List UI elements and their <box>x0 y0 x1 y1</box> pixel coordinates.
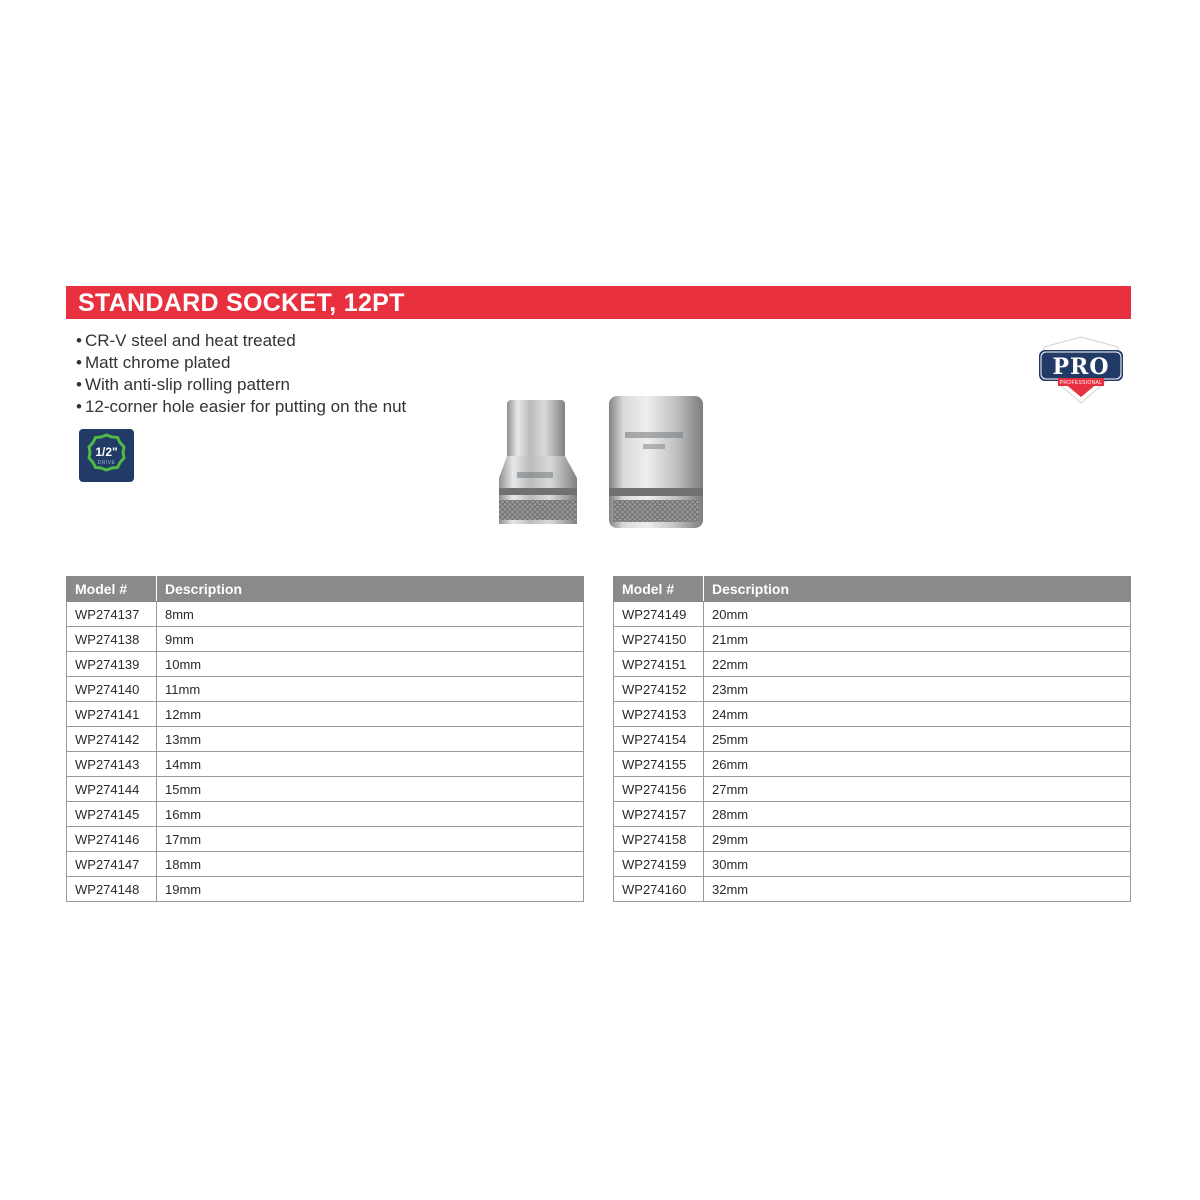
column-header-description: Description <box>704 577 1131 602</box>
description-cell: 20mm <box>704 602 1131 627</box>
table-row <box>67 827 584 852</box>
model-cell: WP274159 <box>614 852 704 877</box>
model-cell: WP274149 <box>614 602 704 627</box>
model-cell: WP274146 <box>67 827 157 852</box>
table-row <box>614 827 1131 852</box>
description-cell: 14mm <box>157 752 584 777</box>
description-cell: 30mm <box>704 852 1131 877</box>
description-cell: 12mm <box>157 702 584 727</box>
model-cell: WP274152 <box>614 677 704 702</box>
pro-logo-text: PRO <box>1052 354 1110 380</box>
description-cell: 16mm <box>157 802 584 827</box>
table-row <box>67 602 584 627</box>
table-row <box>614 877 1131 902</box>
table-row <box>67 752 584 777</box>
drive-size-badge <box>79 429 134 482</box>
table-row <box>67 852 584 877</box>
title-banner <box>66 286 1131 319</box>
description-cell: 32mm <box>704 877 1131 902</box>
description-cell: 28mm <box>704 802 1131 827</box>
column-header-model: Model # <box>614 577 704 602</box>
description-cell: 21mm <box>704 627 1131 652</box>
table-row <box>614 627 1131 652</box>
model-cell: WP274157 <box>614 802 704 827</box>
model-cell: WP274151 <box>614 652 704 677</box>
drive-word-label: DRIVE <box>97 460 116 466</box>
table-row <box>67 702 584 727</box>
spec-table-right <box>613 576 1131 902</box>
model-cell: WP274148 <box>67 877 157 902</box>
description-cell: 17mm <box>157 827 584 852</box>
table-row <box>614 802 1131 827</box>
description-cell: 10mm <box>157 652 584 677</box>
socket-product-image <box>495 392 710 532</box>
model-cell: WP274144 <box>67 777 157 802</box>
model-cell: WP274155 <box>614 752 704 777</box>
model-cell: WP274141 <box>67 702 157 727</box>
column-header-model: Model # <box>67 577 157 602</box>
description-cell: 27mm <box>704 777 1131 802</box>
small-socket <box>499 400 577 524</box>
feature-item: • CR-V steel and heat treated <box>76 330 406 352</box>
table-row <box>614 702 1131 727</box>
description-cell: 9mm <box>157 627 584 652</box>
model-cell: WP274145 <box>67 802 157 827</box>
model-cell: WP274160 <box>614 877 704 902</box>
table-row <box>67 727 584 752</box>
model-cell: WP274147 <box>67 852 157 877</box>
model-cell: WP274140 <box>67 677 157 702</box>
description-cell: 24mm <box>704 702 1131 727</box>
table-row <box>614 602 1131 627</box>
feature-item: • 12-corner hole easier for putting on the nut <box>76 396 406 418</box>
description-cell: 26mm <box>704 752 1131 777</box>
description-cell: 11mm <box>157 677 584 702</box>
description-cell: 15mm <box>157 777 584 802</box>
table-row <box>67 802 584 827</box>
description-cell: 25mm <box>704 727 1131 752</box>
pro-logo <box>1036 335 1126 405</box>
table-row <box>614 677 1131 702</box>
description-cell: 13mm <box>157 727 584 752</box>
column-header-description: Description <box>157 577 584 602</box>
table-row <box>614 852 1131 877</box>
model-cell: WP274137 <box>67 602 157 627</box>
spec-table-left <box>66 576 584 902</box>
model-cell: WP274156 <box>614 777 704 802</box>
model-cell: WP274138 <box>67 627 157 652</box>
large-socket <box>609 396 703 528</box>
model-cell: WP274153 <box>614 702 704 727</box>
pro-logo-subtext: PROFESSIONAL <box>1059 380 1103 386</box>
model-cell: WP274139 <box>67 652 157 677</box>
table-header-row <box>614 577 1131 602</box>
description-cell: 23mm <box>704 677 1131 702</box>
description-cell: 19mm <box>157 877 584 902</box>
description-cell: 29mm <box>704 827 1131 852</box>
feature-item: • Matt chrome plated <box>76 352 406 374</box>
table-row <box>67 677 584 702</box>
model-cell: WP274150 <box>614 627 704 652</box>
table-header-row <box>67 577 584 602</box>
description-cell: 8mm <box>157 602 584 627</box>
page-title: STANDARD SOCKET, 12PT <box>78 289 405 317</box>
table-row <box>614 777 1131 802</box>
model-cell: WP274158 <box>614 827 704 852</box>
model-cell: WP274154 <box>614 727 704 752</box>
feature-item: • With anti-slip rolling pattern <box>76 374 406 396</box>
table-row <box>614 727 1131 752</box>
table-row <box>614 752 1131 777</box>
drive-size-label: 1/2" <box>95 445 118 459</box>
model-cell: WP274142 <box>67 727 157 752</box>
table-row <box>614 652 1131 677</box>
feature-list <box>76 330 406 418</box>
description-cell: 22mm <box>704 652 1131 677</box>
table-row <box>67 627 584 652</box>
model-cell: WP274143 <box>67 752 157 777</box>
table-row <box>67 877 584 902</box>
description-cell: 18mm <box>157 852 584 877</box>
table-row <box>67 777 584 802</box>
table-row <box>67 652 584 677</box>
